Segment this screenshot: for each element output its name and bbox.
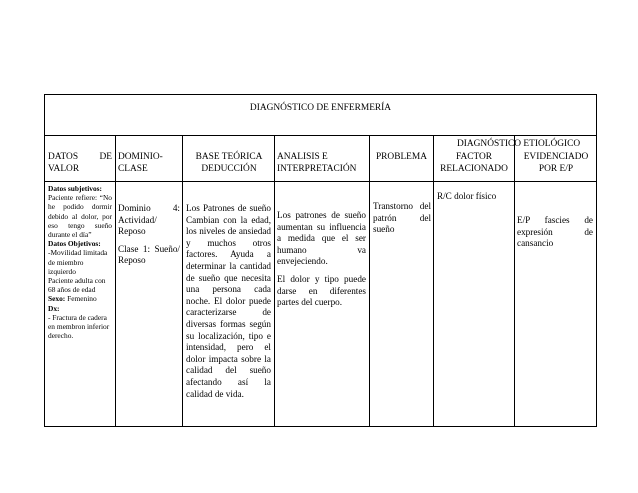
- sexo-value: Femenino: [67, 294, 97, 304]
- datos-objetivos-label: Datos Objetivos:: [48, 239, 101, 249]
- dx-label: Dx:: [48, 303, 60, 313]
- header-evidenciado: EVIDENCIADO POR E/P: [523, 152, 589, 174]
- dx-value: - Fractura de cadera en membron inferior derecho.: [48, 312, 110, 341]
- cell-dominio-clase: [118, 203, 180, 267]
- datos-subjetivos-label: Datos subjetivos:: [48, 184, 102, 193]
- col-divider-3: [274, 135, 275, 426]
- clase-text: Clase 1: Sueño/ Reposo: [118, 243, 180, 266]
- col-divider-6: [514, 135, 515, 426]
- header-problema: PROBLEMA: [375, 152, 428, 162]
- col-divider-4: [369, 135, 370, 426]
- analisis-paragraph-1: Los patrones de sueño aumentan su influencia a medida que el ser humano va envejeciendo.: [277, 210, 366, 267]
- cell-factor-relacionado: R/C dolor físico: [437, 191, 497, 201]
- header-factor-relacionado: FACTOR RELACIONADO: [440, 152, 508, 174]
- header-base-teorica: BASE TEÓRICA DEDUCCIÓN: [195, 152, 263, 174]
- cell-evidenciado: E/P fascies de expresión de cansancio: [517, 215, 593, 249]
- header-dominio-clase: DOMINIO-CLASE: [118, 152, 163, 174]
- analisis-paragraph-2: El dolor y tipo puede darse en diferentes partes del cuerpo.: [277, 273, 366, 308]
- cell-base-teorica: Los Patrones de sueño Cambian con la edad, los niveles de ansiedad y muchos otros factores. Ayuda a determinar la cantidad de sueño que necesita una persona cada noche. El dolor puede caracterizarse de diversas formas según su localización, tipo e intensidad, pero el dolor impacta sobre la calidad del sueño afectando así la calidad de vida.: [186, 203, 271, 399]
- objetivo-item: -Movilidad limitada de miembro izquierdo: [48, 248, 108, 276]
- datos-subjetivos-text: Paciente refiere: “No he podido dormir debido al dolor, por eso tengo sueño durante el día”: [48, 193, 112, 240]
- col-divider-1: [115, 135, 116, 426]
- table-title: DIAGNÓSTICO DE ENFERMERÍA: [249, 103, 392, 113]
- header-analisis: ANALISIS E INTERPRETACIÓN: [277, 152, 357, 174]
- objetivo-item: Paciente adulta con 68 años de edad: [48, 276, 106, 295]
- sexo-label: Sexo:: [48, 294, 66, 304]
- cell-problema: Transtorno del patrón del sueño: [373, 201, 431, 235]
- dominio-text: Dominio 4: Actividad/ Reposo: [118, 203, 180, 237]
- cell-analisis: [277, 210, 366, 309]
- nursing-diagnosis-table: [44, 94, 597, 427]
- col-divider-2: [182, 135, 183, 426]
- col-divider-5: [433, 135, 434, 426]
- sexo-line: [48, 294, 112, 303]
- header-datos-de-valor: DATOS DE VALOR: [48, 152, 112, 174]
- etiologic-header: DIAGNÓSTICO ETIOLÓGICO: [457, 139, 581, 149]
- cell-datos-de-valor: [48, 184, 112, 340]
